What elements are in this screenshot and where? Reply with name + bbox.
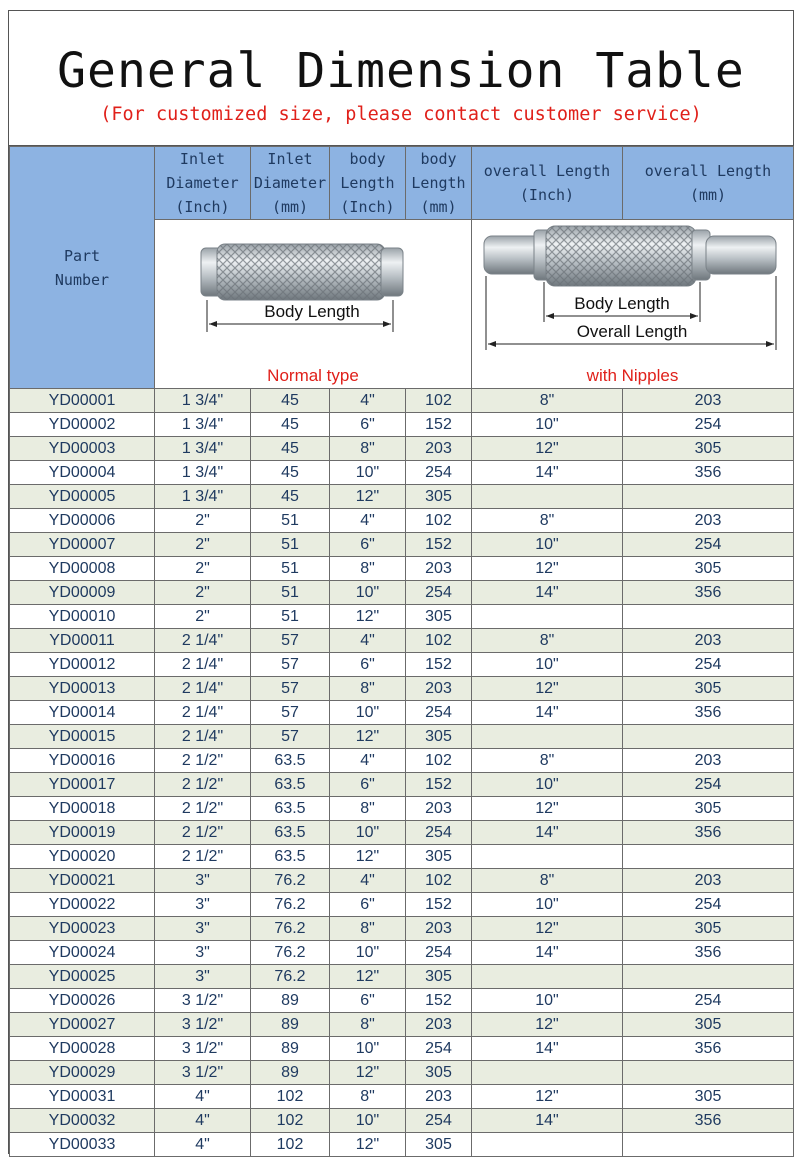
cell-overall-inch: 12"	[472, 437, 623, 461]
cell-part-number: YD00007	[10, 533, 155, 557]
cell-body-mm: 152	[406, 533, 472, 557]
cell-body-mm: 305	[406, 485, 472, 509]
cell-part-number: YD00029	[10, 1061, 155, 1085]
header-body-inch: body Length (Inch)	[330, 147, 406, 220]
cell-overall-mm: 305	[623, 917, 794, 941]
cell-inlet-mm: 76.2	[251, 965, 330, 989]
cell-overall-inch	[472, 1133, 623, 1157]
cell-overall-inch: 14"	[472, 941, 623, 965]
cell-body-mm: 305	[406, 1061, 472, 1085]
overall-length-label: Overall Length	[564, 322, 700, 342]
cell-body-inch: 8"	[330, 1085, 406, 1109]
cell-inlet-mm: 63.5	[251, 773, 330, 797]
header-inlet-inch: Inlet Diameter (Inch)	[155, 147, 251, 220]
cell-part-number: YD00021	[10, 869, 155, 893]
cell-body-mm: 305	[406, 845, 472, 869]
cell-overall-mm: 254	[623, 773, 794, 797]
with-nipples-caption: with Nipples	[586, 366, 679, 385]
cell-overall-inch: 10"	[472, 533, 623, 557]
cell-body-mm: 254	[406, 1109, 472, 1133]
cell-overall-inch	[472, 965, 623, 989]
cell-overall-inch: 10"	[472, 653, 623, 677]
page-subtitle: (For customized size, please contact customer service)	[100, 104, 702, 125]
cell-body-mm: 203	[406, 437, 472, 461]
cell-inlet-inch: 2"	[155, 509, 251, 533]
cell-overall-mm: 203	[623, 629, 794, 653]
cell-body-inch: 12"	[330, 965, 406, 989]
cell-body-inch: 8"	[330, 797, 406, 821]
cell-inlet-inch: 1 3/4"	[155, 461, 251, 485]
with-nipples-diagram-cell	[472, 220, 794, 389]
cell-overall-mm: 203	[623, 509, 794, 533]
table-row	[10, 965, 794, 989]
cell-inlet-inch: 4"	[155, 1109, 251, 1133]
cell-part-number: YD00031	[10, 1085, 155, 1109]
cell-inlet-mm: 89	[251, 1013, 330, 1037]
cell-inlet-mm: 45	[251, 389, 330, 413]
cell-overall-inch: 8"	[472, 749, 623, 773]
header-body-mm: body Length (mm)	[406, 147, 472, 220]
cell-body-inch: 10"	[330, 941, 406, 965]
cell-overall-inch: 12"	[472, 797, 623, 821]
cell-inlet-mm: 45	[251, 413, 330, 437]
cell-inlet-mm: 89	[251, 1037, 330, 1061]
cell-body-mm: 102	[406, 749, 472, 773]
cell-overall-inch: 8"	[472, 869, 623, 893]
cell-part-number: YD00020	[10, 845, 155, 869]
normal-type-caption: Normal type	[267, 366, 359, 385]
cell-inlet-mm: 57	[251, 725, 330, 749]
cell-inlet-inch: 3"	[155, 965, 251, 989]
cell-inlet-inch: 2 1/2"	[155, 773, 251, 797]
cell-overall-inch: 14"	[472, 581, 623, 605]
cell-overall-mm: 356	[623, 941, 794, 965]
table-row	[10, 629, 794, 653]
cell-body-mm: 203	[406, 677, 472, 701]
cell-body-mm: 254	[406, 581, 472, 605]
cell-body-inch: 8"	[330, 677, 406, 701]
cell-part-number: YD00005	[10, 485, 155, 509]
cell-body-inch: 6"	[330, 653, 406, 677]
cell-overall-mm: 305	[623, 557, 794, 581]
cell-body-mm: 203	[406, 1013, 472, 1037]
cell-overall-inch: 8"	[472, 389, 623, 413]
table-row	[10, 533, 794, 557]
table-row	[10, 1085, 794, 1109]
cell-inlet-inch: 2 1/4"	[155, 653, 251, 677]
table-row	[10, 749, 794, 773]
cell-overall-mm	[623, 845, 794, 869]
cell-inlet-inch: 3 1/2"	[155, 1037, 251, 1061]
cell-overall-mm: 356	[623, 581, 794, 605]
cell-overall-mm: 203	[623, 869, 794, 893]
cell-overall-mm: 305	[623, 677, 794, 701]
cell-part-number: YD00032	[10, 1109, 155, 1133]
table-row	[10, 989, 794, 1013]
cell-inlet-inch: 2 1/4"	[155, 629, 251, 653]
cell-part-number: YD00026	[10, 989, 155, 1013]
cell-inlet-mm: 51	[251, 557, 330, 581]
cell-body-inch: 12"	[330, 605, 406, 629]
cell-part-number: YD00009	[10, 581, 155, 605]
cell-part-number: YD00001	[10, 389, 155, 413]
cell-part-number: YD00016	[10, 749, 155, 773]
table-row	[10, 701, 794, 725]
cell-body-inch: 4"	[330, 749, 406, 773]
table-row	[10, 509, 794, 533]
table-row	[10, 797, 794, 821]
cell-overall-inch: 12"	[472, 917, 623, 941]
cell-inlet-inch: 2 1/2"	[155, 845, 251, 869]
cell-part-number: YD00003	[10, 437, 155, 461]
table-row	[10, 437, 794, 461]
cell-body-mm: 152	[406, 773, 472, 797]
cell-body-inch: 12"	[330, 1061, 406, 1085]
cell-inlet-mm: 102	[251, 1085, 330, 1109]
cell-inlet-inch: 4"	[155, 1133, 251, 1157]
cell-part-number: YD00027	[10, 1013, 155, 1037]
cell-inlet-inch: 3"	[155, 893, 251, 917]
cell-inlet-inch: 2 1/4"	[155, 725, 251, 749]
table-row	[10, 1061, 794, 1085]
cell-inlet-mm: 45	[251, 461, 330, 485]
cell-body-inch: 6"	[330, 533, 406, 557]
cell-part-number: YD00006	[10, 509, 155, 533]
cell-overall-mm: 356	[623, 701, 794, 725]
cell-inlet-inch: 1 3/4"	[155, 485, 251, 509]
cell-inlet-mm: 63.5	[251, 797, 330, 821]
cell-body-inch: 6"	[330, 989, 406, 1013]
cell-inlet-mm: 45	[251, 485, 330, 509]
table-row	[10, 821, 794, 845]
cell-overall-mm: 203	[623, 749, 794, 773]
cell-body-inch: 12"	[330, 845, 406, 869]
cell-body-mm: 152	[406, 653, 472, 677]
cell-part-number: YD00023	[10, 917, 155, 941]
cell-overall-inch: 14"	[472, 461, 623, 485]
header-part-number: Part Number	[10, 147, 155, 389]
cell-overall-inch: 10"	[472, 773, 623, 797]
cell-inlet-inch: 1 3/4"	[155, 413, 251, 437]
cell-body-mm: 305	[406, 1133, 472, 1157]
cell-body-inch: 8"	[330, 437, 406, 461]
cell-overall-mm: 254	[623, 533, 794, 557]
cell-overall-inch: 14"	[472, 1037, 623, 1061]
cell-overall-inch: 10"	[472, 413, 623, 437]
table-row	[10, 413, 794, 437]
dimension-table	[9, 146, 794, 1157]
cell-inlet-inch: 2 1/2"	[155, 797, 251, 821]
cell-body-mm: 152	[406, 989, 472, 1013]
cell-body-mm: 254	[406, 701, 472, 725]
cell-body-mm: 254	[406, 461, 472, 485]
cell-overall-mm	[623, 725, 794, 749]
cell-inlet-mm: 76.2	[251, 893, 330, 917]
page-title: General Dimension Table	[57, 43, 745, 99]
cell-body-mm: 102	[406, 869, 472, 893]
cell-inlet-inch: 3"	[155, 869, 251, 893]
cell-overall-mm: 356	[623, 461, 794, 485]
cell-inlet-inch: 1 3/4"	[155, 437, 251, 461]
table-row	[10, 941, 794, 965]
cell-overall-inch	[472, 1061, 623, 1085]
cell-overall-inch: 8"	[472, 509, 623, 533]
cell-inlet-inch: 2"	[155, 605, 251, 629]
cell-body-mm: 102	[406, 509, 472, 533]
cell-inlet-mm: 57	[251, 677, 330, 701]
cell-inlet-inch: 2 1/4"	[155, 701, 251, 725]
cell-inlet-mm: 57	[251, 629, 330, 653]
cell-part-number: YD00014	[10, 701, 155, 725]
header-inlet-mm: Inlet Diameter (mm)	[251, 147, 330, 220]
table-row	[10, 485, 794, 509]
cell-body-mm: 254	[406, 821, 472, 845]
table-row	[10, 869, 794, 893]
cell-body-mm: 254	[406, 941, 472, 965]
cell-body-inch: 6"	[330, 773, 406, 797]
cell-part-number: YD00024	[10, 941, 155, 965]
cell-overall-mm	[623, 965, 794, 989]
nipples-body-length-label: Body Length	[566, 294, 678, 314]
table-row	[10, 845, 794, 869]
cell-inlet-mm: 57	[251, 653, 330, 677]
cell-overall-inch: 12"	[472, 1085, 623, 1109]
cell-overall-mm: 305	[623, 437, 794, 461]
cell-body-mm: 152	[406, 893, 472, 917]
cell-overall-inch: 12"	[472, 677, 623, 701]
table-row	[10, 773, 794, 797]
cell-overall-inch	[472, 845, 623, 869]
table-row	[10, 1133, 794, 1157]
cell-inlet-mm: 45	[251, 437, 330, 461]
cell-overall-mm	[623, 1133, 794, 1157]
cell-overall-mm: 203	[623, 389, 794, 413]
cell-overall-inch	[472, 605, 623, 629]
table-row	[10, 389, 794, 413]
cell-inlet-inch: 2"	[155, 581, 251, 605]
cell-inlet-mm: 102	[251, 1133, 330, 1157]
cell-inlet-mm: 63.5	[251, 845, 330, 869]
cell-body-inch: 8"	[330, 557, 406, 581]
cell-body-inch: 4"	[330, 389, 406, 413]
cell-overall-mm: 356	[623, 1037, 794, 1061]
cell-inlet-inch: 3"	[155, 941, 251, 965]
header-overall-inch: overall Length (Inch)	[472, 147, 623, 220]
cell-inlet-inch: 3"	[155, 917, 251, 941]
cell-body-mm: 152	[406, 413, 472, 437]
cell-inlet-inch: 2 1/2"	[155, 821, 251, 845]
cell-body-mm: 305	[406, 725, 472, 749]
cell-overall-mm	[623, 605, 794, 629]
cell-part-number: YD00012	[10, 653, 155, 677]
table-row	[10, 893, 794, 917]
cell-overall-mm: 305	[623, 1013, 794, 1037]
cell-overall-mm	[623, 1061, 794, 1085]
cell-overall-mm: 254	[623, 413, 794, 437]
cell-inlet-mm: 102	[251, 1109, 330, 1133]
cell-body-inch: 10"	[330, 461, 406, 485]
cell-inlet-mm: 63.5	[251, 821, 330, 845]
cell-part-number: YD00022	[10, 893, 155, 917]
cell-body-inch: 12"	[330, 725, 406, 749]
cell-part-number: YD00008	[10, 557, 155, 581]
cell-part-number: YD00010	[10, 605, 155, 629]
cell-inlet-inch: 2 1/2"	[155, 749, 251, 773]
cell-body-inch: 4"	[330, 509, 406, 533]
cell-overall-mm: 305	[623, 797, 794, 821]
cell-overall-inch: 10"	[472, 989, 623, 1013]
normal-type-diagram-cell	[155, 220, 472, 389]
cell-inlet-inch: 3 1/2"	[155, 1061, 251, 1085]
cell-overall-mm: 356	[623, 1109, 794, 1133]
cell-overall-inch	[472, 485, 623, 509]
table-row	[10, 1013, 794, 1037]
cell-body-inch: 10"	[330, 1037, 406, 1061]
cell-inlet-mm: 63.5	[251, 749, 330, 773]
table-row	[10, 605, 794, 629]
cell-body-inch: 4"	[330, 869, 406, 893]
cell-inlet-mm: 89	[251, 989, 330, 1013]
cell-body-inch: 6"	[330, 893, 406, 917]
cell-body-inch: 10"	[330, 701, 406, 725]
cell-body-inch: 8"	[330, 1013, 406, 1037]
cell-overall-inch: 14"	[472, 701, 623, 725]
cell-inlet-mm: 76.2	[251, 941, 330, 965]
cell-inlet-mm: 89	[251, 1061, 330, 1085]
header-overall-mm: overall Length (mm)	[623, 147, 794, 220]
cell-body-mm: 203	[406, 797, 472, 821]
cell-part-number: YD00002	[10, 413, 155, 437]
cell-overall-mm: 356	[623, 821, 794, 845]
cell-body-inch: 10"	[330, 581, 406, 605]
cell-overall-mm: 254	[623, 893, 794, 917]
table-row	[10, 725, 794, 749]
cell-part-number: YD00011	[10, 629, 155, 653]
table-row	[10, 581, 794, 605]
body-length-label: Body Length	[253, 302, 371, 322]
title-area	[9, 11, 793, 146]
cell-overall-inch: 14"	[472, 821, 623, 845]
cell-body-inch: 4"	[330, 629, 406, 653]
cell-part-number: YD00018	[10, 797, 155, 821]
cell-overall-inch	[472, 725, 623, 749]
cell-overall-mm: 254	[623, 989, 794, 1013]
cell-inlet-inch: 4"	[155, 1085, 251, 1109]
cell-inlet-mm: 76.2	[251, 917, 330, 941]
cell-inlet-mm: 76.2	[251, 869, 330, 893]
cell-part-number: YD00004	[10, 461, 155, 485]
cell-overall-mm: 305	[623, 1085, 794, 1109]
cell-part-number: YD00028	[10, 1037, 155, 1061]
cell-inlet-inch: 2 1/4"	[155, 677, 251, 701]
cell-overall-inch: 12"	[472, 1013, 623, 1037]
cell-body-inch: 12"	[330, 485, 406, 509]
cell-body-inch: 12"	[330, 1133, 406, 1157]
table-row	[10, 1109, 794, 1133]
cell-inlet-mm: 51	[251, 533, 330, 557]
cell-body-mm: 305	[406, 965, 472, 989]
cell-part-number: YD00015	[10, 725, 155, 749]
table-row	[10, 461, 794, 485]
cell-inlet-inch: 3 1/2"	[155, 1013, 251, 1037]
cell-inlet-inch: 2"	[155, 557, 251, 581]
cell-inlet-inch: 1 3/4"	[155, 389, 251, 413]
cell-body-inch: 10"	[330, 821, 406, 845]
cell-body-mm: 203	[406, 557, 472, 581]
cell-inlet-mm: 51	[251, 581, 330, 605]
cell-inlet-inch: 3 1/2"	[155, 989, 251, 1013]
cell-part-number: YD00025	[10, 965, 155, 989]
cell-inlet-mm: 51	[251, 605, 330, 629]
table-body	[10, 389, 794, 1157]
table-row	[10, 917, 794, 941]
table-row	[10, 557, 794, 581]
cell-part-number: YD00013	[10, 677, 155, 701]
table-row	[10, 677, 794, 701]
cell-body-inch: 10"	[330, 1109, 406, 1133]
cell-body-mm: 203	[406, 917, 472, 941]
cell-overall-inch: 14"	[472, 1109, 623, 1133]
cell-body-mm: 102	[406, 629, 472, 653]
cell-inlet-inch: 2"	[155, 533, 251, 557]
cell-overall-mm: 254	[623, 653, 794, 677]
table-row	[10, 1037, 794, 1061]
cell-overall-inch: 10"	[472, 893, 623, 917]
cell-part-number: YD00033	[10, 1133, 155, 1157]
cell-body-mm: 203	[406, 1085, 472, 1109]
cell-part-number: YD00017	[10, 773, 155, 797]
cell-body-mm: 102	[406, 389, 472, 413]
cell-overall-mm	[623, 485, 794, 509]
cell-body-mm: 254	[406, 1037, 472, 1061]
cell-overall-inch: 12"	[472, 557, 623, 581]
cell-inlet-mm: 51	[251, 509, 330, 533]
cell-overall-inch: 8"	[472, 629, 623, 653]
cell-body-inch: 6"	[330, 413, 406, 437]
cell-body-inch: 8"	[330, 917, 406, 941]
table-row	[10, 653, 794, 677]
cell-body-mm: 305	[406, 605, 472, 629]
cell-part-number: YD00019	[10, 821, 155, 845]
cell-inlet-mm: 57	[251, 701, 330, 725]
